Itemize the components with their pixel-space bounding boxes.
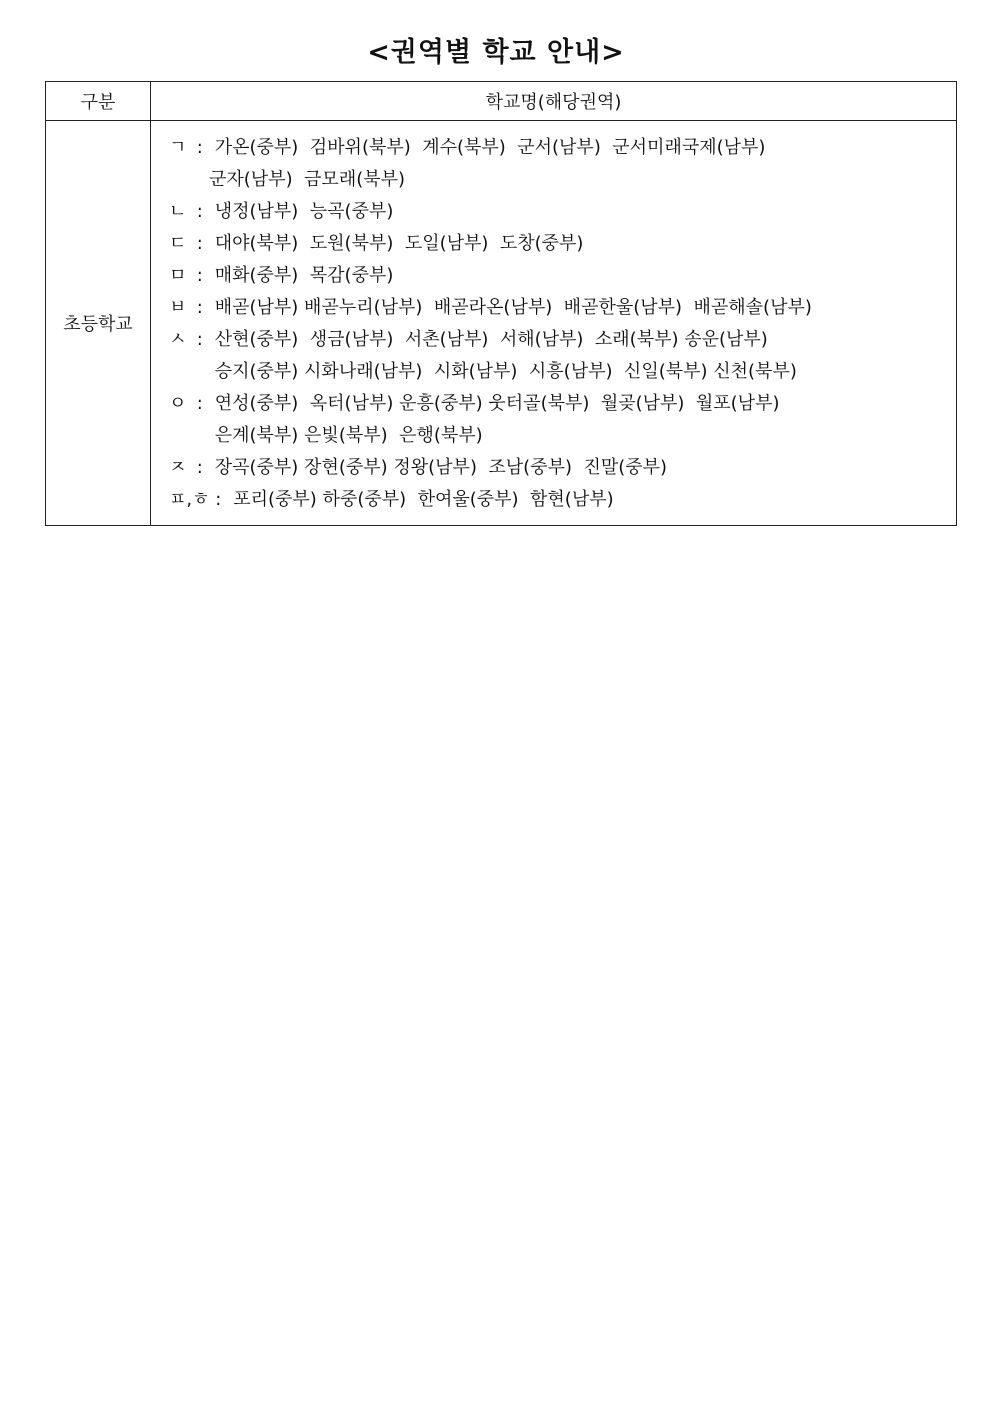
school-names: 매화(중부) 목감(중부) — [214, 265, 394, 286]
consonant-label: ㅇ — [169, 393, 187, 414]
consonant-label: ㅂ — [169, 297, 187, 318]
school-names: 연성(중부) 옥터(남부) 운흥(중부) 웃터골(북부) 월곶(남부) 월포(남부) — [214, 393, 780, 414]
school-names: 승지(중부) 시화나래(남부) 시화(남부) 시흥(남부) 신일(북부) 신천(북부) — [209, 361, 797, 382]
separator: : — [191, 137, 203, 158]
separator: : — [191, 201, 203, 222]
consonant-label: ㅍ,ㅎ — [169, 489, 210, 510]
separator: : — [191, 329, 203, 350]
separator: : — [191, 297, 203, 318]
school-names: 냉정(남부) 능곡(중부) — [214, 201, 394, 222]
school-lines — [169, 132, 956, 516]
school-names: 은계(북부) 은빛(북부) 은행(북부) — [209, 425, 483, 446]
consonant-label: ㄴ — [169, 201, 187, 222]
school-group-line — [169, 388, 956, 420]
school-names: 대야(북부) 도원(북부) 도일(남부) 도창(중부) — [214, 233, 584, 254]
consonant-label: ㅅ — [169, 329, 187, 350]
school-list-cell — [151, 121, 957, 526]
school-group-line — [169, 452, 956, 484]
table-row — [46, 121, 957, 526]
school-names: 포리(중부) 하중(중부) 한여울(중부) 함현(남부) — [233, 489, 614, 510]
header-category: 구분 — [46, 82, 151, 121]
category-cell: 초등학교 — [46, 121, 151, 526]
school-group-line — [169, 196, 956, 228]
consonant-label: ㄷ — [169, 233, 187, 254]
school-names: 배곧(남부) 배곧누리(남부) 배곧라온(남부) 배곧한울(남부) 배곧해솔(남부) — [214, 297, 812, 318]
table-header-row — [46, 82, 957, 121]
consonant-label: ㅁ — [169, 265, 187, 286]
school-names: 군자(남부) 금모래(북부) — [209, 169, 406, 190]
school-group-line — [169, 292, 956, 324]
separator: : — [191, 233, 203, 254]
school-names: 가온(중부) 검바위(북부) 계수(북부) 군서(남부) 군서미래국제(남부) — [214, 137, 766, 158]
school-group-line — [169, 484, 956, 516]
school-names: 장곡(중부) 장현(중부) 정왕(남부) 조남(중부) 진말(중부) — [214, 457, 668, 478]
school-group-line — [169, 228, 956, 260]
school-group-line — [169, 132, 956, 164]
school-region-table — [45, 81, 957, 526]
document-title: <권역별 학교 안내> — [367, 37, 625, 68]
school-group-continuation — [169, 420, 956, 452]
separator: : — [191, 457, 203, 478]
school-names: 산현(중부) 생금(남부) 서촌(남부) 서해(남부) 소래(북부) 송운(남부) — [214, 329, 768, 350]
separator: : — [191, 265, 203, 286]
school-group-line — [169, 324, 956, 356]
header-schools: 학교명(해당권역) — [151, 82, 957, 121]
separator: : — [209, 489, 222, 510]
school-group-continuation — [169, 164, 956, 196]
consonant-label: ㅈ — [169, 457, 187, 478]
separator: : — [191, 393, 203, 414]
school-group-continuation — [169, 356, 956, 388]
consonant-label: ㄱ — [169, 137, 187, 158]
school-group-line — [169, 260, 956, 292]
